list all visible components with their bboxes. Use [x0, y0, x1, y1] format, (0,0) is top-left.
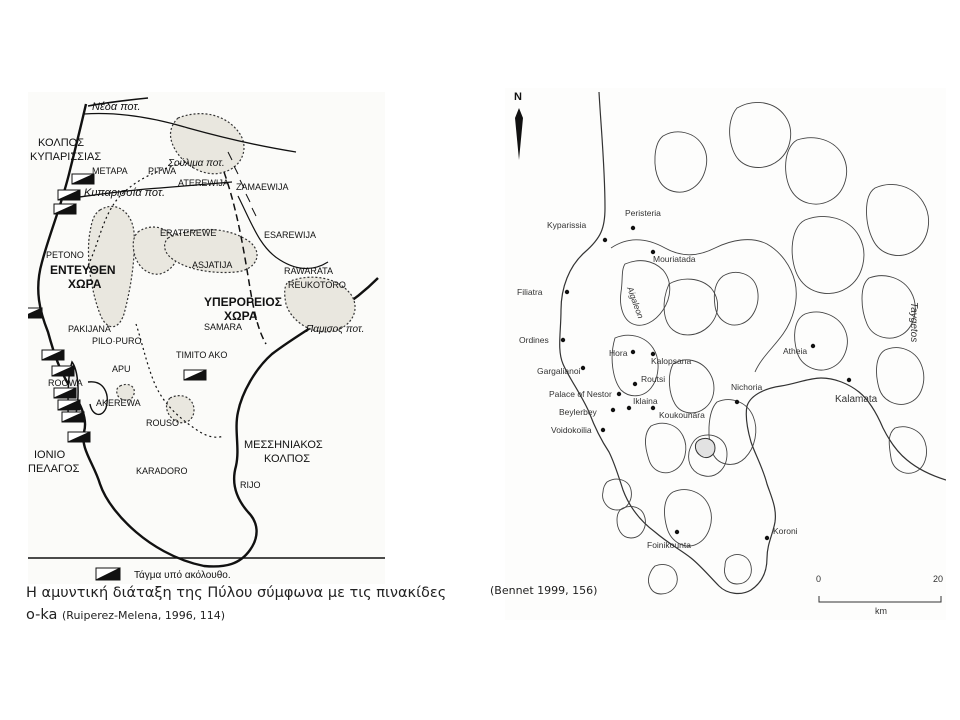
region-kolpos-label-1: ΚΟΛΠΟΣ	[38, 137, 85, 149]
place-pitwa: PITWA	[148, 166, 177, 176]
place-reukotoro: REUKOTORO	[288, 280, 346, 290]
site-dots	[561, 226, 851, 540]
contours	[603, 102, 929, 594]
label-ordines: Ordines	[519, 335, 549, 345]
site-kalamata	[847, 378, 851, 382]
place-timitoako: TIMITO AKO	[176, 350, 228, 360]
scale-zero: 0	[816, 574, 822, 584]
site-koroni	[765, 536, 769, 540]
region-messiniakos-label-1: ΜΕΣΣΗΝΙΑΚΟΣ	[244, 439, 323, 451]
caption-line2	[26, 607, 225, 623]
place-samara: SAMARA	[204, 322, 243, 332]
place-apu: APU	[112, 364, 131, 374]
region-enteuthen-label-1: ΕΝΤΕΥΘΕΝ	[50, 263, 116, 277]
place-petono: PETONO	[46, 250, 84, 260]
label-kalopsana: Kalopsana	[651, 356, 692, 366]
site-palace	[617, 392, 621, 396]
region-hyperoreios-label-1: ΥΠΕΡΟΡΕΙΟΣ	[204, 295, 282, 309]
place-zamaewija: ZAMAEWIJA	[236, 182, 289, 192]
lake	[695, 438, 715, 457]
place-akerewa: AKEREWA	[96, 398, 141, 408]
north-arrow	[514, 91, 523, 160]
label-taygetos: Taygetos	[908, 302, 919, 343]
site-filiatra	[565, 290, 569, 294]
place-metapa: METAPA	[92, 166, 128, 176]
place-esarewija: ESAREWIJA	[264, 230, 317, 240]
region-hyperoreios-label-2: ΧΩΡΑ	[224, 309, 258, 323]
region-enteuthen-label-2: ΧΩΡΑ	[68, 277, 102, 291]
river-soulimia-label: Σούλιμα ποτ.	[168, 158, 225, 169]
north-arrow-label: N	[514, 91, 522, 103]
place-rawarata: RAWARATA	[284, 266, 333, 276]
label-filiatra: Filiatra	[517, 287, 543, 297]
label-koukounara: Koukounara	[659, 410, 705, 420]
site-kyparissia	[603, 238, 607, 242]
caption-line1: Η αμυντική διάταξη της Πύλου σύμφωνα με τις πινακίδες	[26, 585, 447, 601]
label-palace: Palace of Nestor	[549, 389, 612, 399]
river-pamisos-label: Παμισος ποτ.	[306, 324, 365, 335]
label-nichoria: Nichoria	[731, 382, 763, 392]
site-routsi	[633, 382, 637, 386]
label-koroni: Koroni	[773, 526, 798, 536]
river-kyparissia-label: Κυπαρισσία ποτ.	[84, 187, 166, 199]
place-asijatija: ASJATIJA	[192, 260, 233, 270]
bennet-map-right	[505, 88, 946, 620]
place-roowa: ROOWA	[48, 378, 83, 388]
site-foinikounta	[675, 530, 679, 534]
scale-bar	[819, 596, 941, 602]
scale-twenty: 20	[933, 574, 944, 584]
site-ordines	[561, 338, 565, 342]
site-koukounara	[651, 406, 655, 410]
label-gargalianoi: Gargalianoi	[537, 366, 581, 376]
site-gargalianoi	[581, 366, 585, 370]
site-nichoria	[735, 400, 739, 404]
site-beylerbey	[611, 408, 615, 412]
caption-source-right: (Bennet 1999, 156)	[490, 584, 598, 597]
place-piloporo: PILO·PURO	[92, 336, 142, 346]
place-eraterewe: ERATEREWE	[160, 228, 217, 238]
label-kyparissia: Kyparissia	[547, 220, 587, 230]
label-iklaina: Iklaina	[633, 396, 658, 406]
site-hora	[631, 350, 635, 354]
label-mouriatada: Mouriatada	[653, 254, 696, 264]
scale-unit: km	[875, 606, 887, 616]
defense-map-left	[28, 92, 385, 584]
label-voidokoilia: Voidokoilia	[551, 425, 592, 435]
label-aigaleon: Aigaleon	[625, 285, 646, 320]
region-ionio-label-1: ΙΟΝΙΟ	[34, 449, 66, 461]
region-ionio-label-2: ΠΕΛΑΓΟΣ	[28, 463, 80, 475]
label-beylerbey: Beylerbey	[559, 407, 597, 417]
legend-label: Τάγμα υπό ακόλουθο.	[134, 570, 231, 581]
caption-okа: o-ka	[26, 607, 58, 623]
site-atheia	[811, 344, 815, 348]
site-voidokoilia	[601, 428, 605, 432]
region-kolpos-label-2: ΚΥΠΑΡΙΣΣΙΑΣ	[30, 151, 102, 163]
caption-source-left: (Ruiperez-Melena, 1996, 114)	[62, 609, 226, 622]
site-peristeria	[631, 226, 635, 230]
place-rijo: RIJO	[240, 480, 261, 490]
river-neda-label: Νέδα ποτ.	[92, 101, 141, 113]
region-messiniakos-label-2: ΚΟΛΠΟΣ	[264, 453, 311, 465]
place-pakijana: PAKIJANA	[68, 324, 111, 334]
label-routsi: Routsi	[641, 374, 666, 384]
site-iklaina	[627, 406, 631, 410]
label-peristeria: Peristeria	[625, 208, 661, 218]
label-hora: Hora	[609, 348, 628, 358]
place-rouso: ROUSO	[146, 418, 180, 428]
place-karadoro: KARADORO	[136, 466, 188, 476]
label-foinikounta: Foinikounta	[647, 540, 691, 550]
place-aterewija: ATEREWIJA	[178, 178, 229, 188]
label-kalamata: Kalamata	[835, 394, 878, 405]
label-atheia: Atheia	[783, 346, 808, 356]
